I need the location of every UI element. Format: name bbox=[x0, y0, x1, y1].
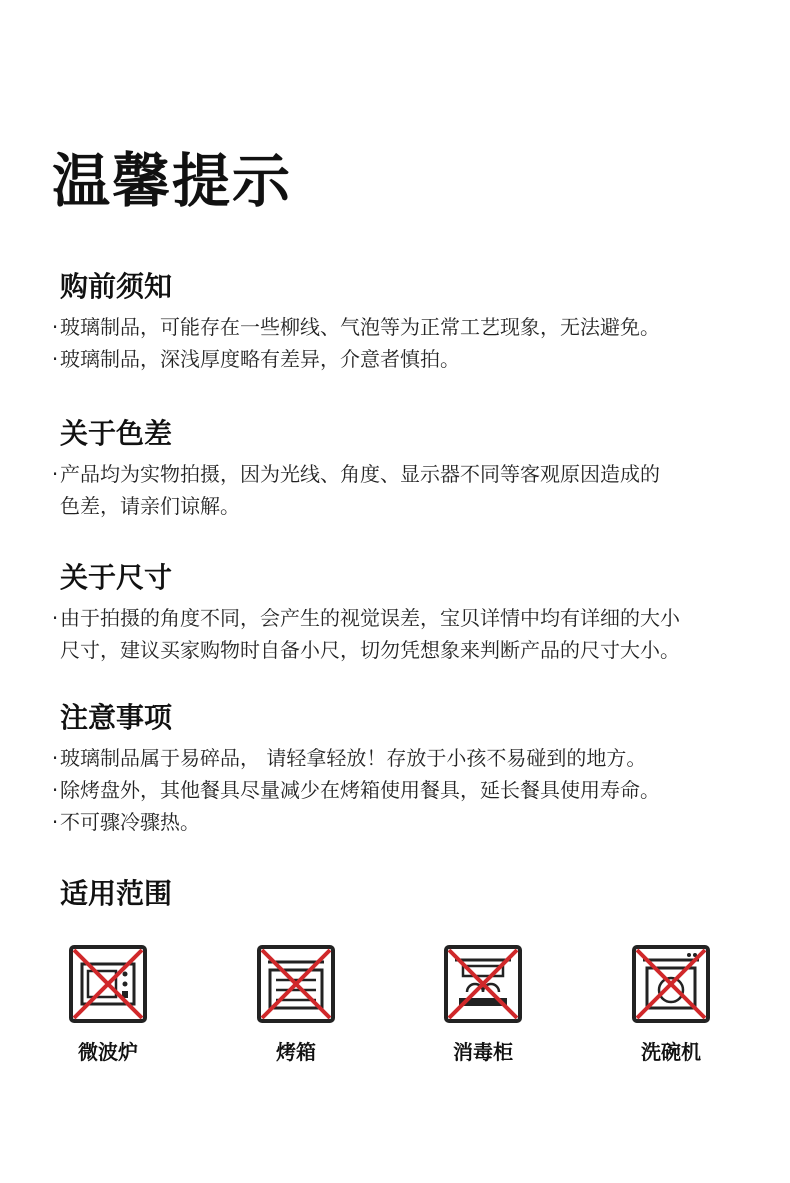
notice-line bbox=[50, 311, 770, 343]
section-size bbox=[50, 558, 770, 666]
appliance-item-sterilizer bbox=[423, 944, 543, 1066]
bullet: · bbox=[51, 462, 59, 486]
bullet: · bbox=[51, 810, 59, 834]
notice-text: 由于拍摄的角度不同，会产生的视觉误差，宝贝详情中均有详细的大小 bbox=[60, 606, 680, 630]
notice-text: 尺寸，建议买家购物时自备小尺，切勿凭想象来判断产品的尺寸大小。 bbox=[60, 638, 680, 662]
bullet: · bbox=[51, 606, 59, 630]
appliance-item-dishwasher bbox=[611, 944, 731, 1066]
section-heading: 适用范围 bbox=[60, 877, 173, 910]
notice-text: 玻璃制品，可能存在一些柳线、气泡等为正常工艺现象，无法避免。 bbox=[60, 315, 660, 339]
bullet: · bbox=[51, 315, 59, 339]
section-before-purchase bbox=[50, 267, 770, 375]
section-heading: 关于色差 bbox=[60, 417, 173, 450]
appliance-label: 洗碗机 bbox=[641, 1040, 701, 1064]
notice-line bbox=[50, 602, 770, 634]
section-applicable-scope bbox=[50, 874, 770, 914]
section-color-difference bbox=[50, 414, 770, 522]
bullet: · bbox=[51, 347, 59, 371]
page-title: 温馨提示 bbox=[52, 147, 293, 215]
microwave-icon bbox=[68, 944, 148, 1024]
notice-line-continued bbox=[50, 634, 770, 666]
section-precautions bbox=[50, 698, 770, 838]
notice-text: 产品均为实物拍摄，因为光线、角度、显示器不同等客观原因造成的 bbox=[60, 462, 660, 486]
notice-line bbox=[50, 806, 770, 838]
appliance-item-oven bbox=[236, 944, 356, 1066]
section-heading: 关于尺寸 bbox=[60, 561, 173, 594]
notice-line bbox=[50, 343, 770, 375]
appliance-icon-row bbox=[0, 944, 790, 1084]
appliance-label: 烤箱 bbox=[276, 1040, 316, 1064]
appliance-label: 消毒柜 bbox=[453, 1040, 513, 1064]
notice-line bbox=[50, 742, 770, 774]
appliance-item-microwave bbox=[48, 944, 168, 1066]
notice-text: 玻璃制品，深浅厚度略有差异，介意者慎拍。 bbox=[60, 347, 460, 371]
notice-text: 色差，请亲们谅解。 bbox=[60, 494, 240, 518]
appliance-label: 微波炉 bbox=[78, 1040, 138, 1064]
notice-text: 除烤盘外，其他餐具尽量减少在烤箱使用餐具，延长餐具使用寿命。 bbox=[60, 778, 660, 802]
notice-line bbox=[50, 458, 770, 490]
notice-text: 玻璃制品属于易碎品， 请轻拿轻放！存放于小孩不易碰到的地方。 bbox=[60, 746, 647, 770]
bullet: · bbox=[51, 778, 59, 802]
notice-line bbox=[50, 774, 770, 806]
notice-text: 不可骤冷骤热。 bbox=[60, 810, 200, 834]
oven-icon bbox=[256, 944, 336, 1024]
sterilizer-icon bbox=[443, 944, 523, 1024]
bullet: · bbox=[51, 746, 59, 770]
section-heading: 注意事项 bbox=[60, 701, 173, 734]
section-heading: 购前须知 bbox=[60, 270, 173, 303]
dishwasher-icon bbox=[631, 944, 711, 1024]
notice-line-continued bbox=[50, 490, 770, 522]
